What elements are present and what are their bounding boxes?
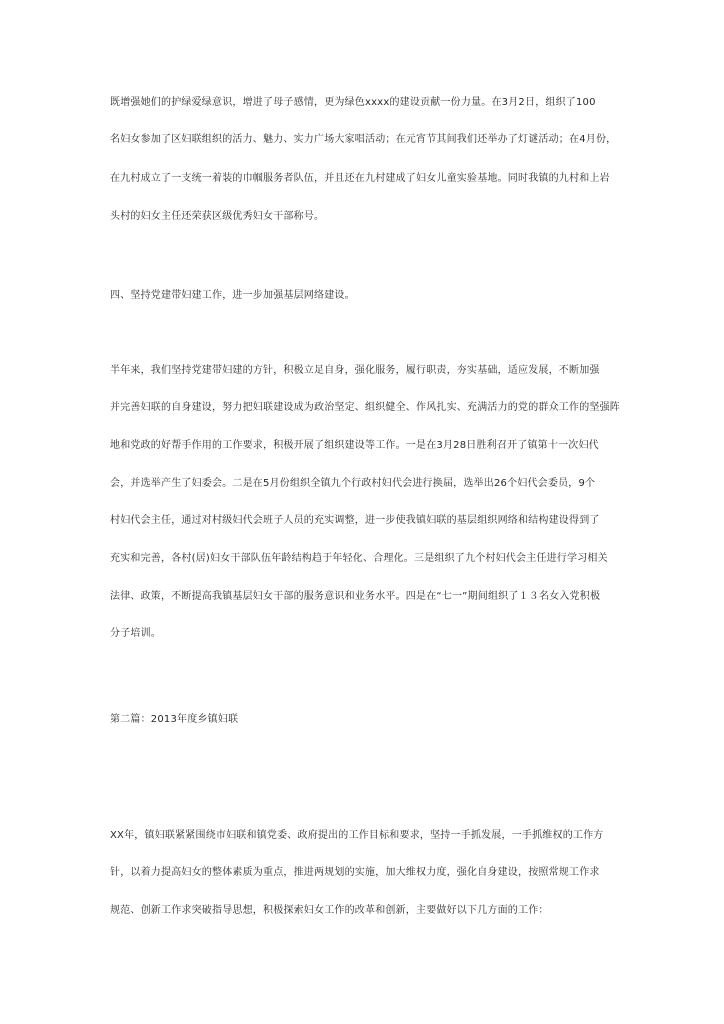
paragraph-line: 会，并选举产生了妇委会。二是在5月份组织全镇九个行政村妇代会进行换届，选举出26个妇代会委员，9个: [110, 478, 596, 489]
paragraph-line: 在九村成立了一支统一着装的巾帼服务者队伍，并且还在九村建成了妇女儿童实验基地。同时我镇的九村和上岩: [110, 173, 610, 184]
paragraph-line: 分子培训。: [110, 628, 161, 639]
paragraph-line: 村妇代会主任，通过对村级妇代会班子人员的充实调整，进一步使我镇妇联的基层组织网络和结构建设得到了: [110, 515, 600, 526]
paragraph-line: 规范、创新工作求突破指导思想，积极探索妇女工作的改革和创新，主要做好以下几方面的工作：: [110, 905, 549, 916]
paragraph-line: 名妇女参加了区妇联组织的活力、魅力、实力广场大家唱活动；在元宵节其间我们还举办了灯谜活动；在4月份，: [110, 134, 617, 145]
paragraph-line: 既增强她们的护绿爱绿意识，增进了母子感情，更为绿色xxxx的建设贡献一份力量。在3月2日，组织了100: [110, 97, 596, 108]
paragraph-line: 充实和完善，各村(居)妇女干部队伍年龄结构趋于年轻化、合理化。三是组织了九个村妇代会主任进行学习相关: [110, 553, 608, 564]
paragraph-line: 半年来，我们坚持党建带妇建的方针，积极立足自身，强化服务，履行职责，夯实基础，适应发展，不断加强: [110, 365, 600, 376]
paragraph-line: 法律、政策，不断提高我镇基层妇女干部的服务意识和业务水平。四是在“七一”期间组织了１３名女入党积极: [110, 591, 601, 602]
paragraph-line: 针，以着力提高妇女的整体素质为重点，推进两规划的实施，加大维权力度，强化自身建设，按照常规工作求: [110, 867, 600, 878]
paragraph-line: 地和党政的好帮手作用的工作要求，积极开展了组织建设等工作。一是在3月28日胜利召开了镇第十一次妇代: [110, 440, 599, 451]
paragraph-line: 并完善妇联的自身建设，努力把妇联建设成为政治坚定、组织健全、作风扎实、充满活力的党的群众工作的坚强阵: [110, 402, 620, 413]
chapter-title: 第二篇：2013年度乡镇妇联: [110, 714, 239, 725]
paragraph-line: XX年，镇妇联紧紧围绕市妇联和镇党委、政府提出的工作目标和要求，坚持一手抓发展，一手抓维权的工作方: [110, 830, 604, 841]
paragraph-line: 头村的妇女主任还荣获区级优秀妇女干部称号。: [110, 211, 325, 222]
section-heading: 四、坚持党建带妇建工作，进一步加强基层网络建设。: [110, 290, 355, 301]
